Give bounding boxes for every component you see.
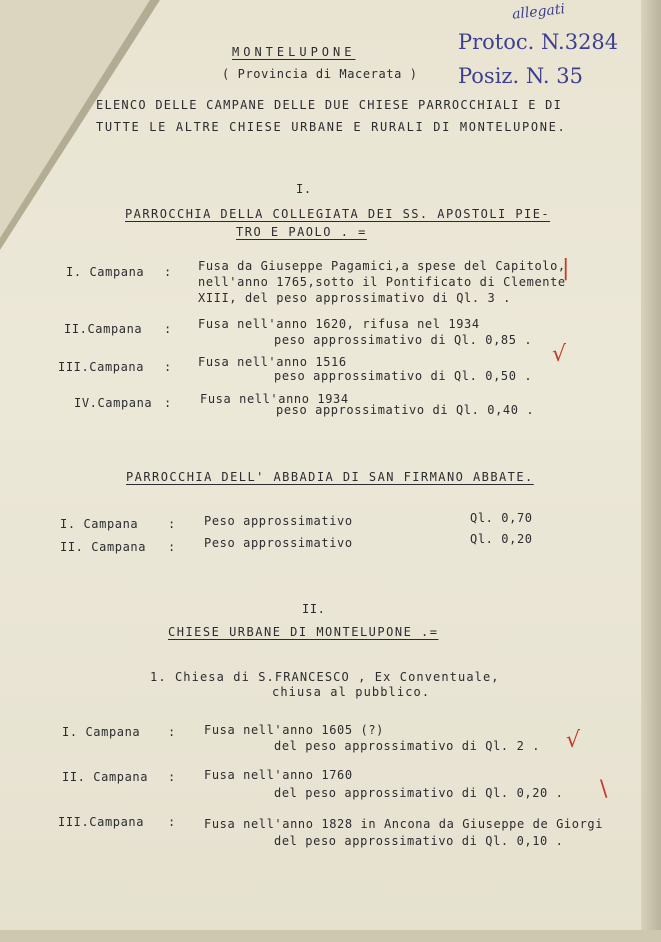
bell-label: I. Campana — [62, 725, 141, 739]
protocol-number: Protoc. N.3284 — [458, 30, 619, 54]
bell-separator: : — [168, 540, 176, 554]
bell-label: II.Campana — [64, 322, 143, 336]
bell-label: III.Campana — [58, 815, 145, 829]
town-heading: MONTELUPONE — [232, 45, 356, 59]
intro-line-2: TUTTE LE ALTRE CHIESE URBANE E RURALI DI MONTELUPONE. — [96, 120, 567, 134]
church-subheading: chiusa al pubblico. — [272, 685, 431, 699]
page-edge-bottom — [0, 930, 661, 942]
bell-separator: : — [168, 770, 176, 784]
position-number: Posiz. N. 35 — [458, 64, 583, 88]
bell-separator: : — [168, 815, 176, 829]
bell-description: Fusa nell'anno 1760 — [204, 768, 353, 782]
bell-label: I. Campana — [60, 517, 139, 531]
bell-label: II. Campana — [62, 770, 149, 784]
bell-weight: Ql. 0,20 — [470, 532, 533, 546]
red-check-mark: | — [562, 256, 570, 281]
bell-label: I. Campana — [66, 265, 145, 279]
section-title: PARROCCHIA DELL' ABBADIA DI SAN FIRMANO ABBATE. — [126, 470, 534, 484]
bell-separator: : — [164, 265, 172, 279]
bell-description: Fusa nell'anno 1934 — [200, 392, 349, 406]
bell-separator: : — [164, 360, 172, 374]
bell-description: Fusa da Giuseppe Pagamici,a spese del Capitolo, — [198, 259, 566, 273]
bell-description: Fusa nell'anno 1620, rifusa nel 1934 — [198, 317, 480, 331]
bell-label: III.Campana — [58, 360, 145, 374]
bell-label: II. Campana — [60, 540, 147, 554]
red-check-mark: \ — [600, 777, 608, 802]
page-edge — [641, 0, 661, 942]
bell-description: nell'anno 1765,sotto il Pontificato di Clemente — [198, 275, 566, 289]
bell-separator: : — [168, 725, 176, 739]
bell-description: XIII, del peso approssimativo di Ql. 3 . — [198, 291, 511, 305]
red-check-mark: √ — [552, 342, 567, 367]
bell-separator: : — [168, 517, 176, 531]
section-numeral: I. — [296, 182, 312, 196]
bell-description: del peso approssimativo di Ql. 2 . — [274, 739, 541, 753]
bell-description: peso approssimativo di Ql. 0,50 . — [274, 369, 533, 383]
province-line: ( Provincia di Macerata ) — [222, 67, 418, 81]
bell-description: del peso approssimativo di Ql. 0,10 . — [274, 834, 564, 848]
bell-label: IV.Campana — [74, 396, 153, 410]
bell-description: Fusa nell'anno 1516 — [198, 355, 347, 369]
bell-description: peso approssimativo di Ql. 0,40 . — [276, 403, 535, 417]
section-title: PARROCCHIA DELLA COLLEGIATA DEI SS. APOSTOLI PIE- — [125, 207, 551, 221]
bell-description: Fusa nell'anno 1605 (?) — [204, 723, 384, 737]
bell-description: Peso approssimativo — [204, 536, 353, 550]
bell-description: Fusa nell'anno 1828 in Ancona da Giuseppe de Giorgi — [204, 817, 604, 831]
section-numeral: II. — [302, 602, 326, 616]
section-title: CHIESE URBANE DI MONTELUPONE .= — [168, 625, 439, 639]
section-title-cont: TRO E PAOLO . = — [236, 225, 367, 239]
bell-separator: : — [164, 396, 172, 410]
red-check-mark: √ — [566, 728, 581, 753]
bell-weight: Ql. 0,70 — [470, 511, 533, 525]
folded-corner-face — [0, 0, 150, 238]
intro-line-1: ELENCO DELLE CAMPANE DELLE DUE CHIESE PARROCCHIALI E DI — [96, 98, 563, 112]
bell-description: del peso approssimativo di Ql. 0,20 . — [274, 786, 564, 800]
bell-description: peso approssimativo di Ql. 0,85 . — [274, 333, 533, 347]
bell-description: Peso approssimativo — [204, 514, 353, 528]
allegati-note: allegati — [511, 1, 566, 23]
church-heading: 1. Chiesa di S.FRANCESCO , Ex Conventuale, — [150, 670, 500, 684]
bell-separator: : — [164, 322, 172, 336]
